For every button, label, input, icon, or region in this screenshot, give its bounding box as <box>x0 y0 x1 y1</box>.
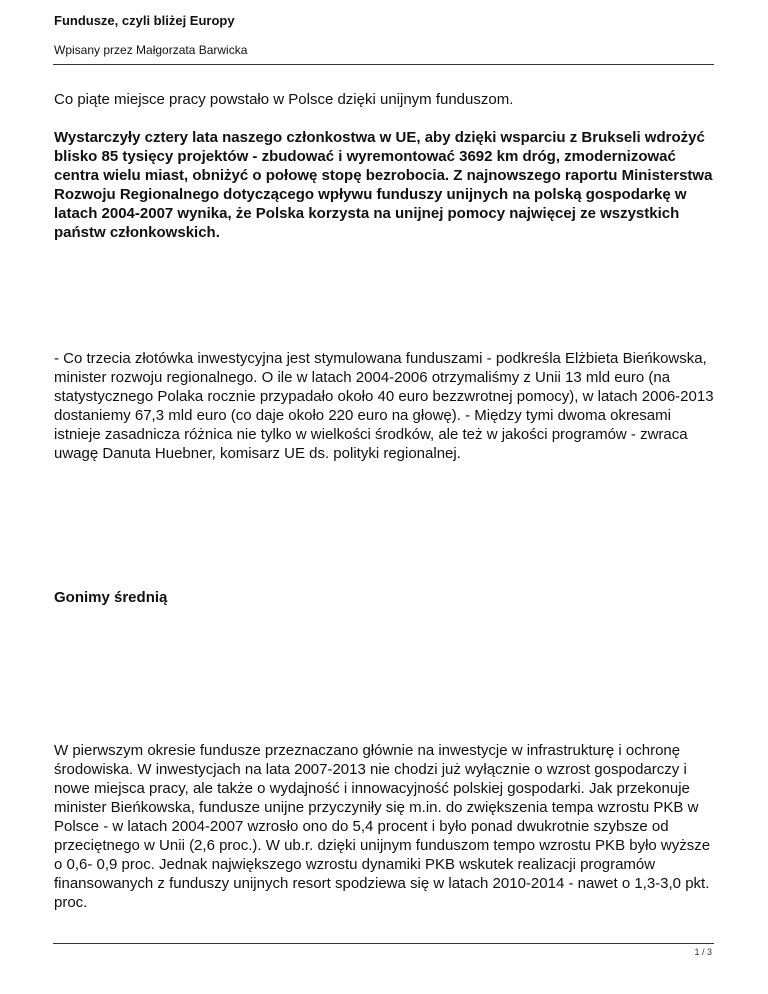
intro-paragraph: Wystarczyły cztery lata naszego członkostwa w UE, aby dzięki wsparciu z Brukseli wdrożyć blisko 85 tysięcy projektów - zbudować i wyremontować 3692 km dróg, zmodernizować centra wielu miast, obniżyć o połowę stopę bezrobocia. Z najnowszego raportu Ministerstwa Rozwoju Regionalnego dotyczącego wpływu funduszy unijnych na polską gospodarkę w latach 2004-2007 wynika, że Polska korzysta na unijnej pomocy najwięcej ze wszystkich państw członkowskich. <box>54 129 713 241</box>
header-divider <box>53 64 714 65</box>
document-header-title: Fundusze, czyli bliżej Europy <box>54 13 235 28</box>
quote-paragraph: - Co trzecia złotówka inwestycyjna jest stymulowana funduszami - podkreśla Elżbieta Bieńkowska, minister rozwoju regionalnego. O ile w latach 2004-2006 otrzymaliśmy z Unii 13 mld euro (na statystycznego Polaka rocznie przypadało około 40 euro bezzwrotnej pomocy), w latach 2006-2013 dostaniemy 67,3 mld euro (co daje około 220 euro na głowę). - Między tymi dwoma okresami istnieje zasadnicza różnica nie tylko w wielkości środków, ale też w jakości programów - zwraca uwagę Danuta Huebner, komisarz UE ds. polityki regionalnej. <box>54 350 714 462</box>
footer-divider <box>53 943 714 944</box>
page-indicator: 1 / 3 <box>694 947 712 957</box>
section-heading: Gonimy średnią <box>54 589 168 606</box>
lead-paragraph: Co piąte miejsce pracy powstało w Polsce dzięki unijnym funduszom. <box>54 91 514 108</box>
body-paragraph: W pierwszym okresie fundusze przeznaczano głównie na inwestycje w infrastrukturę i ochronę środowiska. W inwestycjach na lata 2007-2013 nie chodzi już wyłącznie o wzrost gospodarczy i nowe miejsca pracy, ale także o wydajność i innowacyjność polskiej gospodarki. Jak przekonuje minister Bieńkowska, fundusze unijne przyczyniły się m.in. do zwiększenia tempa wzrostu PKB w Polsce - w latach 2004-2007 wzrosło ono do 5,4 procent i było ponad dwukrotnie szybsze od przeciętnego w Unii (2,6 proc.). W ub.r. dzięki unijnym funduszom tempo wzrostu PKB było wyższe o 0,6- 0,9 proc. Jednak największego wzrostu dynamiki PKB wskutek realizacji programów finansowanych z funduszy unijnych resort spodziewa się w latach 2010-2014 - nawet o 1,3-3,0 pkt. proc. <box>54 742 711 911</box>
author-line: Wpisany przez Małgorzata Barwicka <box>54 43 248 57</box>
